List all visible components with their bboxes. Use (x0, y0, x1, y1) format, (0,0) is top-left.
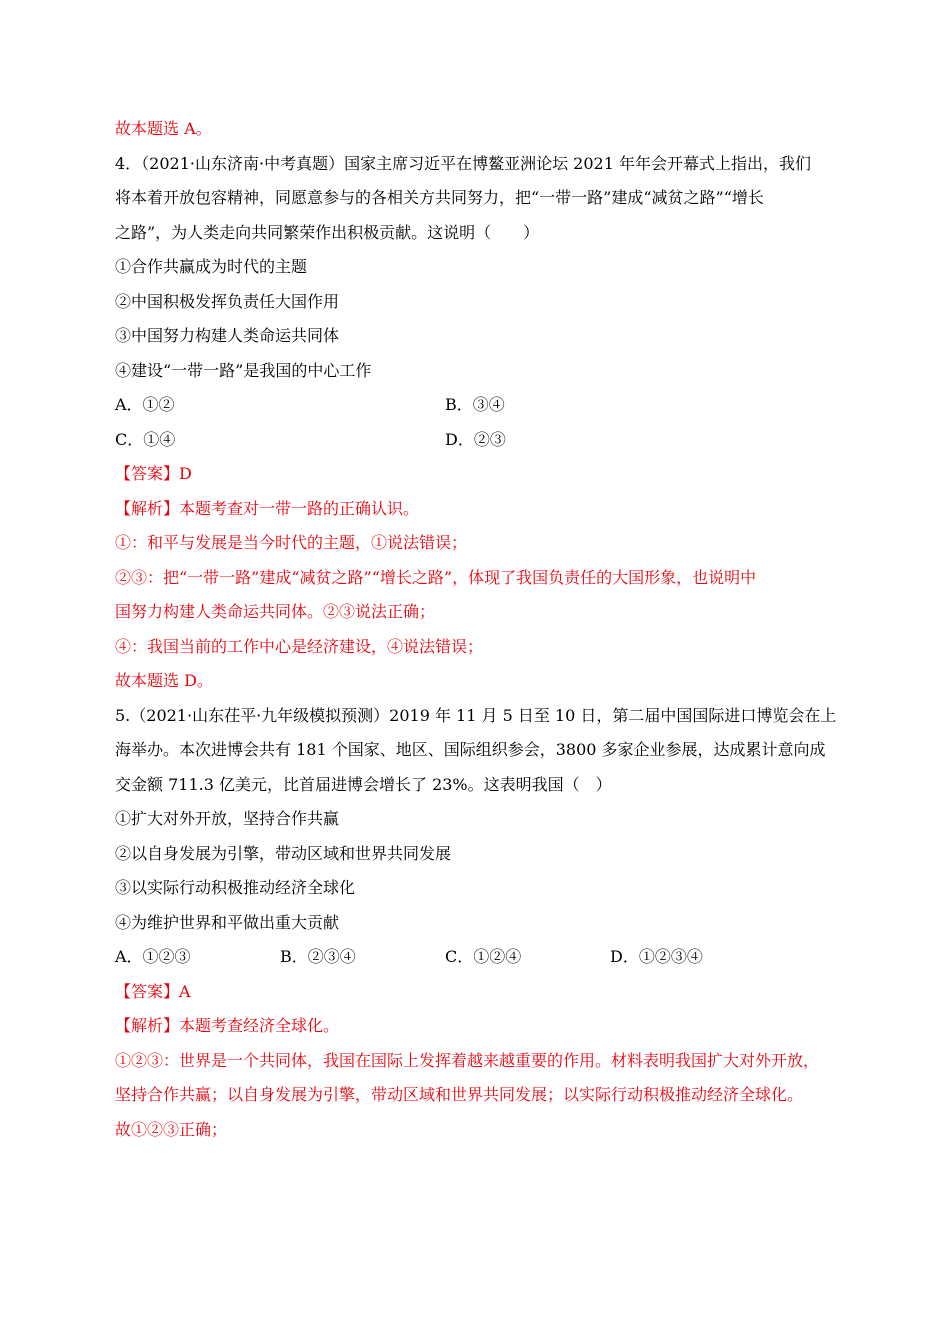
question-5-statement-4: ④为维护世界和平做出重大贡献 (115, 912, 340, 932)
question-5-statement-3: ③以实际行动积极推动经济全球化 (115, 878, 356, 897)
question-5-option-a: A．①②③ (115, 947, 191, 966)
question-4-statement-4: ④建设“一带一路”是我国的中心工作 (115, 360, 372, 380)
question-5-stem-line-3: 交金额 711.3 亿美元，比首届进博会增长了 23%。这表明我国（ ） (115, 774, 612, 794)
question-5-option-d: D．①②③④ (610, 947, 703, 966)
question-5-statement-2: ②以自身发展为引擎，带动区域和世界共同发展 (115, 843, 452, 863)
question-5-stem-line-1: 5.（2021·山东茌平·九年级模拟预测）2019 年 11 月 5 日至 10 日，第二届中国国际进口博览会在上 (115, 705, 837, 725)
question-4-statement-1: ①合作共赢成为时代的主题 (115, 257, 308, 276)
question-4-analysis-intro: 【解析】本题考查对一带一路的正确认识。 (115, 498, 420, 518)
question-5-options-row (115, 940, 845, 975)
question-5-answer: 【答案】A (115, 981, 191, 1001)
question-4-option-b: B．③④ (445, 395, 505, 414)
answer-conclusion-q3: 故本题选 A。 (115, 119, 212, 138)
question-4-statement-2: ②中国积极发挥负责任大国作用 (115, 291, 340, 311)
question-4-answer: 【答案】D (115, 464, 192, 483)
question-5-analysis-2: 坚持合作共赢；以自身发展为引擎，带动区域和世界共同发展；以实际行动积极推动经济全球化。 (115, 1085, 804, 1104)
question-4-option-c: C．①④ (115, 429, 176, 449)
question-5-stem-line-2: 海举办。本次进博会共有 181 个国家、地区、国际组织参会，3800 多家企业参展，达成累计意向成 (115, 740, 826, 759)
question-4-analysis-3: 国努力构建人类命运共同体。②③说法正确； (115, 602, 436, 621)
question-4-options-row-2 (115, 423, 845, 458)
document-page (115, 112, 845, 1147)
question-4-stem-line-1: 4．（2021·山东济南·中考真题）国家主席习近平在博鳌亚洲论坛 2021 年年会开幕式上指出，我们 (115, 153, 811, 173)
question-4-statement-3: ③中国努力构建人类命运共同体 (115, 326, 340, 345)
question-5-option-c: C．①②④ (445, 947, 522, 966)
question-4-analysis-4: ④：我国当前的工作中心是经济建设，④说法错误； (115, 636, 484, 656)
question-5-statement-1: ①扩大对外开放，坚持合作共赢 (115, 809, 340, 828)
question-5-analysis-1: ①②③：世界是一个共同体，我国在国际上发挥着越来越重要的作用。材料表明我国扩大对外开放， (115, 1050, 820, 1070)
question-4-analysis-1: ①：和平与发展是当今时代的主题，①说法错误； (115, 533, 468, 552)
question-5-analysis-3: 故①②③正确； (115, 1119, 228, 1139)
question-4-analysis-2: ②③：把“一带一路”建成“减贫之路”“增长之路”，体现了我国负责任的大国形象，也说明中 (115, 567, 757, 587)
question-4-stem-line-3: 之路”，为人类走向共同繁荣作出积极贡献。这说明（ ） (115, 222, 540, 242)
question-5-option-b: B．②③④ (280, 947, 356, 966)
question-4-conclusion: 故本题选 D。 (115, 671, 213, 690)
question-5-analysis-intro: 【解析】本题考查经济全球化。 (115, 1016, 340, 1035)
question-4-option-a: A．①② (115, 395, 175, 414)
question-4-options-row-1 (115, 388, 845, 423)
question-4-stem-line-2: 将本着开放包容精神，同愿意参与的各相关方共同努力，把“一带一路”建成“减贫之路”“增长 (115, 188, 764, 207)
question-4-option-d: D．②③ (445, 429, 506, 449)
